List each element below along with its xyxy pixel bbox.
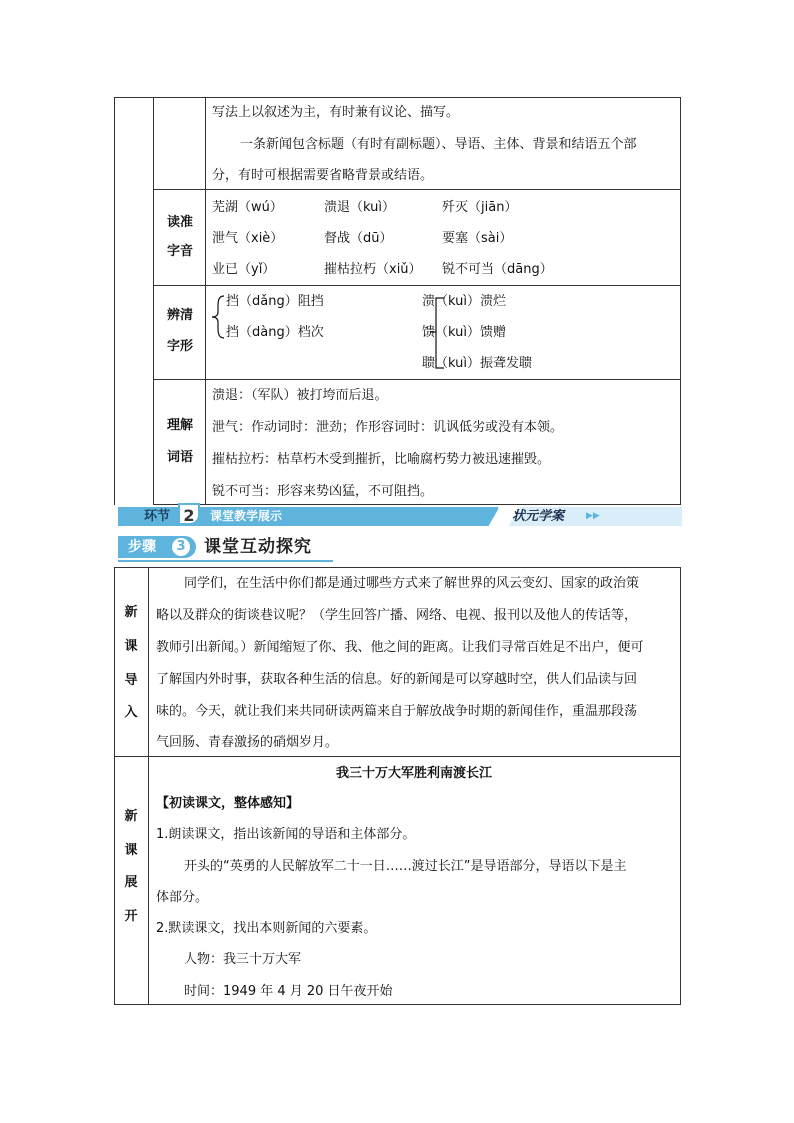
pron-item: 要塞（sài） <box>442 231 513 246</box>
section-heading: 【初读课文，整体感知】 <box>156 796 300 811</box>
meaning-line-2: 泄气：作动词时：泄劲；作形容词时：讥讽低劣或没有本领。 <box>212 420 564 435</box>
label-pronunciation-1: 读准 <box>166 215 193 230</box>
intro-line-4: 了解国内外时事，获取各种生活的信息。好的新闻是可以穿越时空，供人们品读与回 <box>156 672 638 687</box>
step-title: 课堂互动探究 <box>204 537 312 557</box>
label-meaning-1: 理解 <box>166 418 193 433</box>
meaning-line-1: 溃退：（军队）被打垮而后退。 <box>212 388 388 403</box>
intro-line-3: 教师引出新闻。）新闻缩短了你、我、他之间的距离。让我们寻常百姓足不出户，便可 <box>156 640 644 655</box>
answer-1-line-2: 体部分。 <box>156 890 209 905</box>
glyph-left-item-1: 挡（dǎng）阻挡 <box>226 294 324 309</box>
label-pronunciation-2: 字音 <box>166 244 193 259</box>
banner-number: 2 <box>178 503 200 525</box>
intro-line-2: 略以及群众的街谈巷议呢？（学生回答广播、网络、电视、报刊以及他人的传话等， <box>156 608 638 623</box>
meaning-line-3: 摧枯拉朽：枯草朽木受到摧折，比喻腐朽势力被迅速摧毁。 <box>212 452 551 467</box>
step-number: 3 <box>172 538 190 556</box>
intro-line-6: 气回肠、青春激扬的硝烟岁月。 <box>156 735 339 750</box>
question-1: 1.朗读课文，指出该新闻的导语和主体部分。 <box>156 827 416 842</box>
element-time: 时间：1949 年 4 月 20 日午夜开始 <box>184 984 393 999</box>
intro-label-3: 导 <box>124 673 138 688</box>
step-label: 步骤 <box>128 539 156 555</box>
meaning-line-4: 锐不可当：形容来势凶猛，不可阻挡。 <box>212 484 434 499</box>
banner-left-label: 环节 <box>144 509 171 524</box>
intro-line-5: 味的。今天，就让我们来共同研读两篇来自于解放战争时期的新闻佳作，重温那段荡 <box>156 704 638 719</box>
body-label-1: 新 <box>124 809 138 824</box>
question-2: 2.默读课文，找出本则新闻的六要素。 <box>156 921 377 936</box>
pron-item: 督战（dū） <box>324 231 393 246</box>
glyph-left-item-2: 挡（dàng）档次 <box>226 325 324 340</box>
label-glyph-2: 字形 <box>166 339 193 354</box>
pron-item: 溃退（kuì） <box>324 200 395 215</box>
section-banner <box>118 507 682 526</box>
intro-line-1: 同学们，在生活中你们都是通过哪些方式来了解世界的风云变幻、国家的政治策 <box>184 576 640 591</box>
banner-title: 课堂教学展示 <box>210 509 283 523</box>
pron-item: 摧枯拉朽（xiǔ） <box>324 262 422 277</box>
pron-item: 芜湖（wú） <box>212 200 283 215</box>
intro-label-2: 课 <box>124 639 138 654</box>
pron-item: 泄气（xiè） <box>212 231 284 246</box>
body-label-3: 展 <box>124 875 138 890</box>
body-label-4: 开 <box>124 909 138 924</box>
left-brace-icon <box>210 294 226 340</box>
element-people: 人物：我三十万大军 <box>184 952 302 967</box>
glyph-right-item-1: 溃（kuì）溃烂 <box>422 294 506 309</box>
intro-label-4: 入 <box>124 705 138 720</box>
pron-item: 锐不可当（dāng） <box>442 262 553 277</box>
answer-1-line-1: 开头的“英勇的人民解放军二十一日……渡过长江”是导语部分，导语以下是主 <box>184 859 627 874</box>
label-glyph-1: 辨清 <box>166 308 193 323</box>
pron-item: 业已（yǐ） <box>212 262 276 277</box>
glyph-right-item-2: 馈（kuì）馈赠 <box>422 325 506 340</box>
writing-note-line-3: 分，有时可根据需要省略背景或结语。 <box>212 168 434 183</box>
glyph-right-item-3: 聩（kuì）振聋发聩 <box>422 356 532 371</box>
intro-label-1: 新 <box>124 605 138 620</box>
writing-note-line-1: 写法上以叙述为主，有时兼有议论、描写。 <box>212 105 460 120</box>
writing-note-line-2: 一条新闻包含标题（有时有副标题）、导语、主体、背景和结语五个部 <box>240 137 637 152</box>
body-label-2: 课 <box>124 843 138 858</box>
article-title: 我三十万大军胜利南渡长江 <box>335 766 492 781</box>
banner-right-label: 状元学案 <box>512 509 565 524</box>
label-meaning-2: 词语 <box>166 450 193 465</box>
pron-item: 歼灭（jiān） <box>442 200 518 215</box>
double-arrow-icon: ▶▶ <box>586 511 600 521</box>
